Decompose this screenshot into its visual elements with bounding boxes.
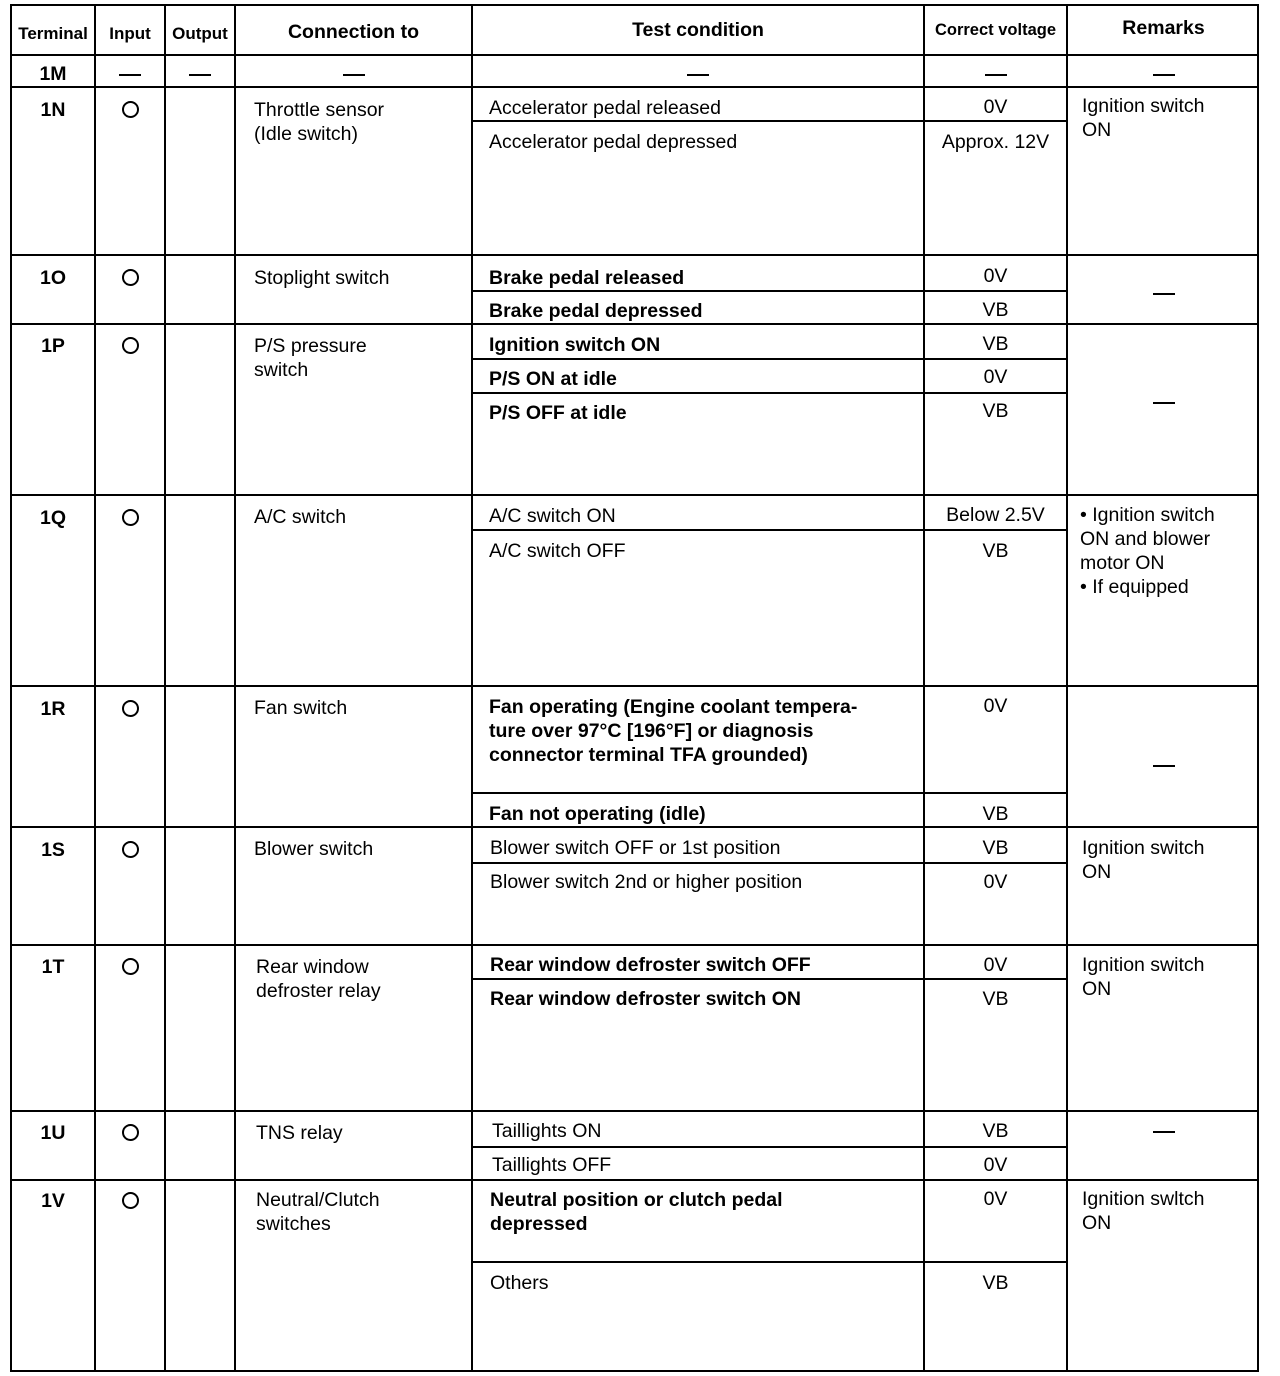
voltage: 0V: [983, 366, 1008, 388]
input-circle-icon: [96, 336, 164, 360]
voltage: 0V: [983, 954, 1008, 976]
input-circle-icon: [96, 1191, 164, 1215]
connection-1v: Neutral/Clutch switches: [256, 1189, 380, 1235]
dash-icon: [1068, 281, 1259, 305]
voltage: 0V: [983, 265, 1008, 287]
dash-icon: [473, 62, 923, 86]
terminal-1n: 1N: [40, 99, 66, 121]
terminal-1p: 1P: [41, 335, 65, 357]
dash-icon: [236, 62, 471, 86]
voltage: 0V: [983, 1188, 1008, 1210]
terminal-1q: 1Q: [39, 507, 66, 529]
voltage: 0V: [983, 871, 1008, 893]
condition: Neutral position or clutch pedal depressed: [490, 1189, 783, 1235]
remarks-1t: Ignition switch ON: [1082, 954, 1205, 1000]
remarks-1s: Ignition switch ON: [1082, 837, 1205, 883]
dash-icon: [1068, 753, 1259, 777]
header-test-condition: Test condition: [632, 19, 764, 41]
header-remarks: Remarks: [1122, 17, 1205, 39]
input-circle-icon: [96, 268, 164, 292]
voltage: VB: [982, 837, 1009, 859]
connection-1r: Fan switch: [254, 697, 348, 719]
condition: A/C switch ON: [489, 505, 616, 527]
condition: Others: [490, 1272, 549, 1294]
condition: A/C switch OFF: [489, 540, 626, 562]
terminal-1s: 1S: [41, 839, 65, 861]
remarks-1q: • Ignition switch ON and blower motor ON • If equipped: [1080, 504, 1215, 598]
terminal-1t: 1T: [41, 956, 65, 978]
dash-icon: [96, 62, 164, 86]
remarks-1v: Ignition swltch ON: [1082, 1188, 1205, 1234]
voltage: 0V: [983, 96, 1008, 118]
condition: Fan not operating (idle): [489, 803, 706, 825]
voltage: 0V: [983, 695, 1008, 717]
input-circle-icon: [96, 508, 164, 532]
terminal-1v: 1V: [41, 1190, 65, 1212]
condition: Blower switch OFF or 1st position: [490, 837, 781, 859]
terminal-1r: 1R: [40, 698, 66, 720]
header-output: Output: [172, 24, 228, 43]
input-circle-icon: [96, 100, 164, 124]
voltage: VB: [982, 1272, 1009, 1294]
voltage: VB: [982, 400, 1009, 422]
terminal-table: [10, 4, 1259, 1372]
header-terminal: Terminal: [18, 24, 88, 43]
dash-icon: [925, 62, 1066, 86]
connection-1t: Rear window defroster relay: [256, 956, 381, 1002]
input-circle-icon: [96, 699, 164, 723]
dash-icon: [1068, 390, 1259, 414]
condition: Accelerator pedal released: [489, 97, 721, 119]
terminal-1m: 1M: [39, 63, 67, 85]
condition: Taillights ON: [492, 1120, 602, 1142]
input-circle-icon: [96, 840, 164, 864]
connection-1p: P/S pressure switch: [254, 335, 367, 381]
condition: P/S ON at idle: [489, 368, 617, 390]
input-circle-icon: [96, 957, 164, 981]
voltage: VB: [982, 1120, 1009, 1142]
voltage: Approx. 12V: [941, 131, 1050, 153]
voltage: VB: [982, 333, 1009, 355]
connection-1u: TNS relay: [256, 1122, 343, 1144]
voltage: Below 2.5V: [946, 504, 1045, 526]
terminal-1u: 1U: [40, 1122, 66, 1144]
voltage: VB: [982, 988, 1009, 1010]
header-input: Input: [109, 24, 151, 43]
remarks-1n: Ignition switch ON: [1082, 95, 1205, 141]
connection-1q: A/C switch: [254, 506, 347, 528]
dash-icon: [166, 62, 234, 86]
dash-icon: [1068, 1119, 1259, 1143]
connection-1n: Throttle sensor (Idle switch): [254, 99, 385, 145]
voltage: VB: [982, 803, 1009, 825]
condition: Brake pedal released: [489, 267, 685, 289]
header-correct-voltage: Correct voltage: [934, 21, 1057, 39]
terminal-1o: 1O: [39, 267, 66, 289]
condition: Rear window defroster switch OFF: [490, 954, 811, 976]
condition: Ignition switch ON: [489, 334, 661, 356]
input-circle-icon: [96, 1123, 164, 1147]
header-connection: Connection to: [287, 21, 420, 43]
condition: Fan operating (Engine coolant tempera- ture over 97°C [196°F] or diagnosis connector terminal TFA grounded): [489, 696, 858, 766]
connection-1o: Stoplight switch: [254, 267, 390, 289]
voltage: VB: [982, 299, 1009, 321]
connection-1s: Blower switch: [254, 838, 374, 860]
voltage: VB: [982, 540, 1009, 562]
condition: Taillights OFF: [492, 1154, 612, 1176]
condition: Rear window defroster switch ON: [490, 988, 801, 1010]
condition: Brake pedal depressed: [489, 300, 703, 322]
voltage: 0V: [983, 1154, 1008, 1176]
dash-icon: [1068, 62, 1259, 86]
condition: P/S OFF at idle: [489, 402, 627, 424]
condition: Blower switch 2nd or higher position: [490, 871, 803, 893]
condition: Accelerator pedal depressed: [489, 131, 738, 153]
